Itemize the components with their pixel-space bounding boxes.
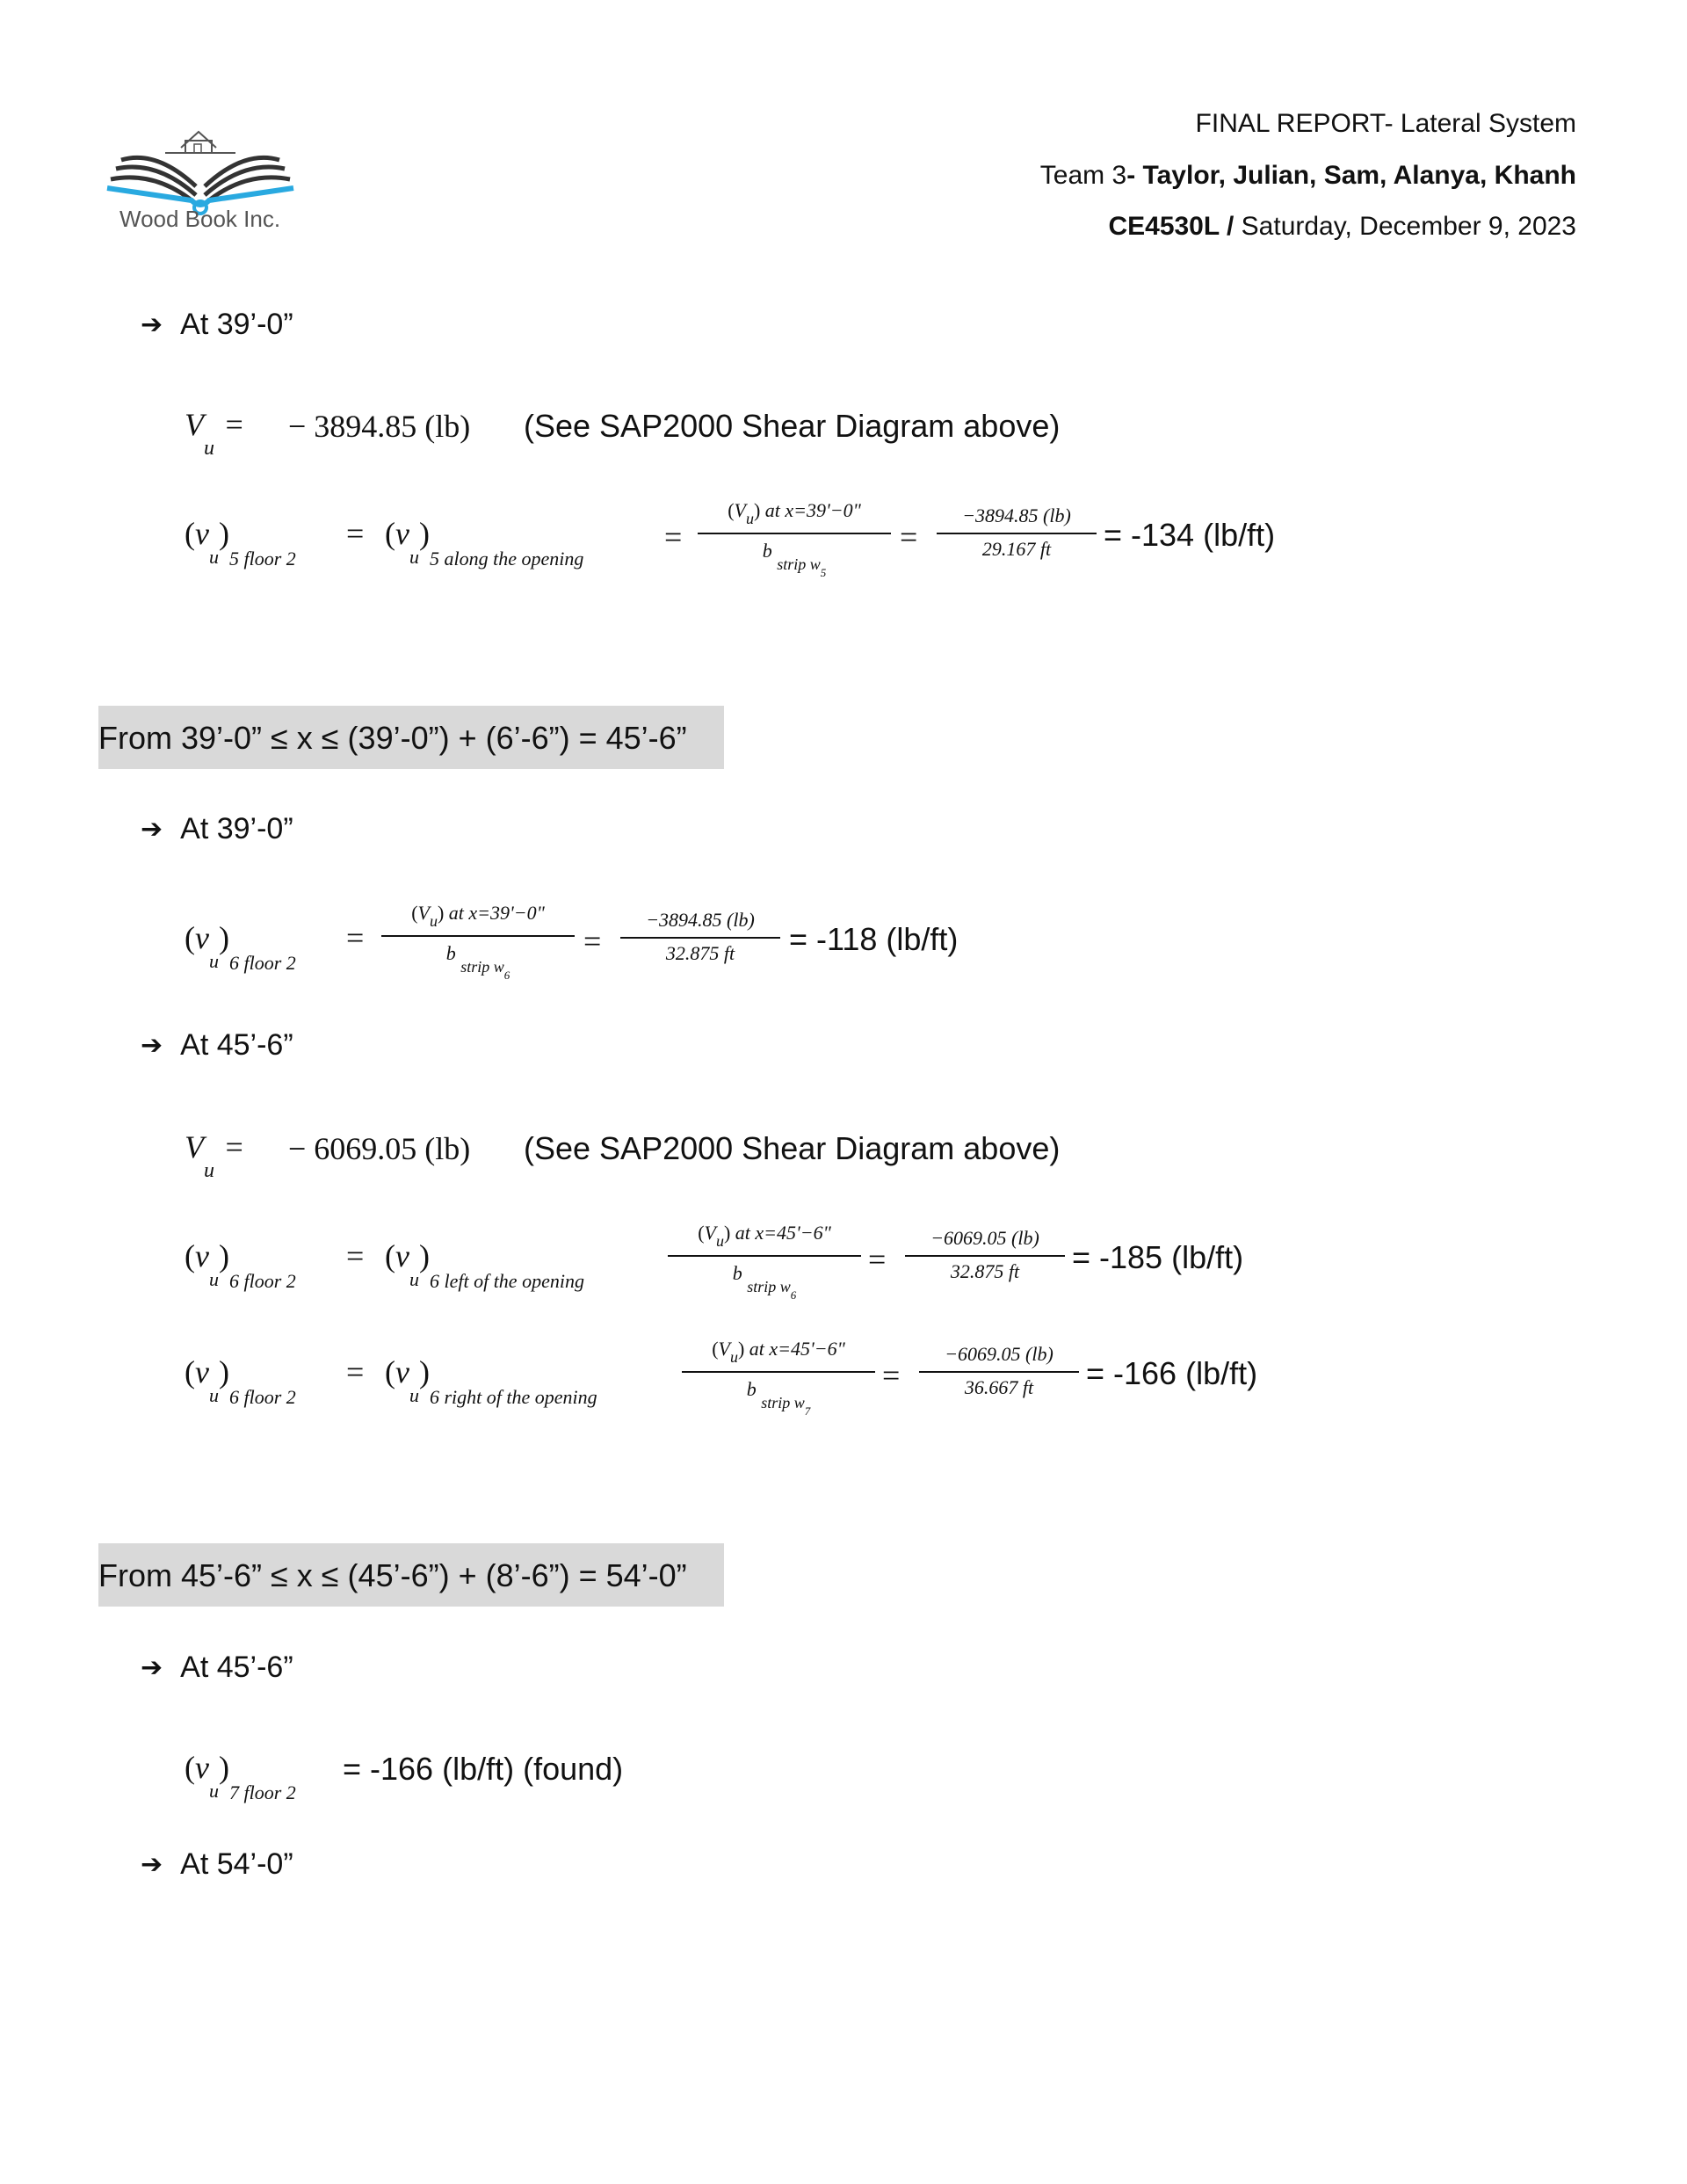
vu-equation-1: Vu =	[185, 407, 243, 460]
course-code: CE4530L /	[1108, 212, 1234, 241]
shear-flow-mid: (vu)5 along the opening	[385, 516, 584, 570]
bullet-text: At 54’-0”	[180, 1847, 293, 1881]
arrow-icon: ➔	[141, 815, 163, 844]
result-166: = -166 (lb/ft)	[1086, 1355, 1258, 1391]
bullet-text: At 39’-0”	[180, 308, 293, 341]
fraction-value: −6069.05 (lb) 32.875 ft	[905, 1223, 1065, 1294]
result-185: = -185 (lb/ft)	[1072, 1239, 1244, 1275]
fraction-value: −6069.05 (lb) 36.667 ft	[919, 1339, 1079, 1410]
shear-flow-mid: (vu)6 left of the opening	[385, 1238, 584, 1292]
team-members: - Taylor, Julian, Sam, Alanya, Khanh	[1126, 161, 1576, 190]
bullet-at-45-6	[141, 1028, 293, 1063]
arrow-icon: ➔	[141, 1031, 163, 1060]
bullet-at-45-6-b	[141, 1651, 293, 1685]
fraction-value: −3894.85 (lb) 32.875 ft	[620, 905, 780, 976]
fraction-vu-over-b: $(V_u)$ at x=39'−0" b $_{strip w6}$	[381, 896, 575, 988]
shear-flow-mid: (vu)6 right of the opening	[385, 1354, 597, 1408]
result-134: = -134 (lb/ft)	[1104, 517, 1276, 553]
fraction-vu-over-b: $(V_u)$ at x=45'−6" b $_{strip w6}$	[668, 1216, 861, 1308]
report-title: FINAL REPORT- Lateral System	[1195, 109, 1576, 138]
vu-value: − 3894.85 (lb)	[288, 409, 471, 444]
fraction-vu-over-b: $(V_u)$ at x=39'−0" b $_{strip w5}$	[698, 494, 891, 585]
bullet-text: At 45’-6”	[180, 1651, 293, 1684]
range-heading-2: From 45’-6” ≤ x ≤ (45’-6”) + (8’-6”) = 54’-0”	[98, 1543, 724, 1607]
bullet-at-39-0-b	[141, 812, 293, 846]
team-prefix: Team 3	[1039, 161, 1127, 190]
fraction-value: −3894.85 (lb) 29.167 ft	[937, 501, 1097, 571]
arrow-icon: ➔	[141, 310, 163, 339]
vu-note: (See SAP2000 Shear Diagram above)	[524, 408, 1061, 444]
range-heading-1: From 39’-0” ≤ x ≤ (39’-0”) + (6’-6”) = 45’-6”	[98, 706, 724, 769]
shear-flow-lhs: (vu)5 floor 2	[185, 516, 296, 570]
bullet-text: At 39’-0”	[180, 812, 293, 845]
team-line	[1040, 161, 1576, 191]
logo-text: Wood Book Inc.	[119, 206, 281, 232]
shear-flow-lhs: (vu)6 floor 2	[185, 1354, 296, 1408]
report-date: Saturday, December 9, 2023	[1234, 212, 1576, 241]
shear-flow-lhs: (vu)7 floor 2	[185, 1750, 296, 1803]
shear-flow-lhs: (vu)6 floor 2	[185, 920, 296, 974]
arrow-icon: ➔	[141, 1850, 163, 1879]
bullet-at-39-0	[141, 308, 293, 342]
vu-equation-2: Vu =	[185, 1129, 243, 1182]
vu-note: (See SAP2000 Shear Diagram above)	[524, 1130, 1061, 1166]
bullet-text: At 45’-6”	[180, 1028, 293, 1062]
vu-value: − 6069.05 (lb)	[288, 1131, 471, 1166]
shear-flow-lhs: (vu)6 floor 2	[185, 1238, 296, 1292]
bullet-at-54-0	[141, 1847, 293, 1882]
company-logo	[104, 105, 297, 237]
result-118: = -118 (lb/ft)	[789, 921, 959, 957]
fraction-vu-over-b: $(V_u)$ at x=45'−6" b $_{strip w7}$	[682, 1332, 875, 1424]
course-date-line	[1108, 212, 1576, 242]
arrow-icon: ➔	[141, 1653, 163, 1682]
result-166-found: = -166 (lb/ft) (found)	[343, 1751, 624, 1787]
